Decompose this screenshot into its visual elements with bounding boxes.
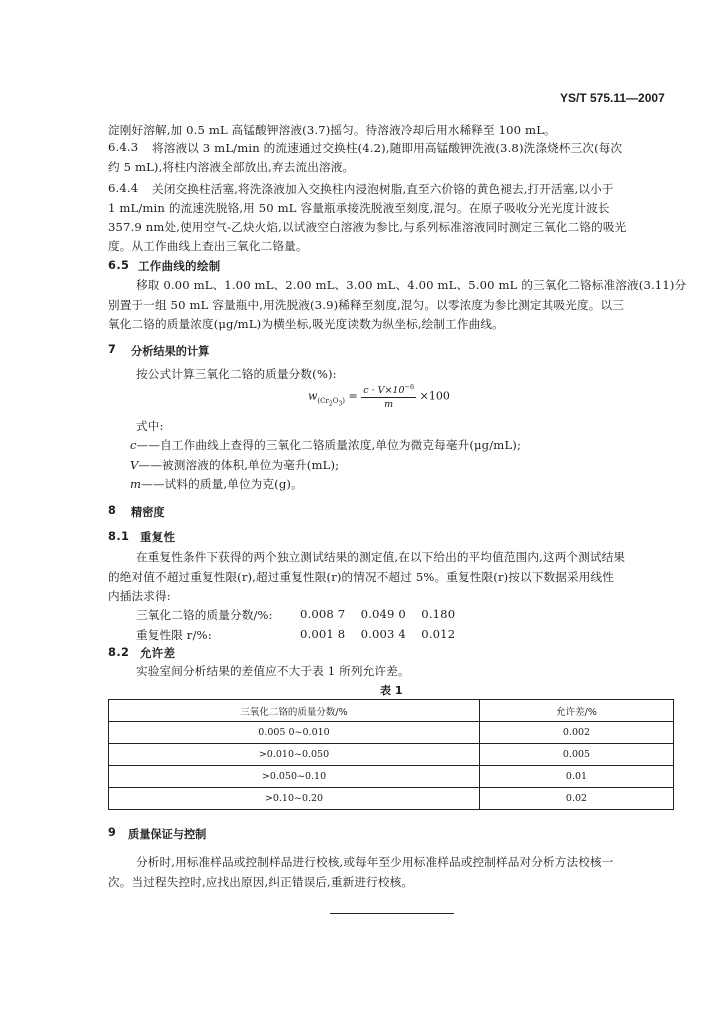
clause-6-4-4-line2: 1 mL/min 的流速洗脱铬,用 50 mL 容量瓶承接洗脱液至刻度,混匀。在原子吸收分光光度计波长 — [108, 201, 610, 215]
clause-6-5-number: 6.5 — [108, 258, 130, 272]
formula-exponent: −6 — [404, 383, 415, 391]
table-header-cell: 三氧化二铬的质量分数/% — [109, 700, 480, 722]
var-v-symbol: V — [130, 458, 139, 472]
var-v — [130, 457, 339, 473]
formula-tail: ×100 — [419, 389, 450, 403]
var-m — [130, 476, 303, 492]
clause-6-4-4-line4: 度。从工作曲线上查出三氧化二铬量。 — [108, 239, 308, 253]
clause-6-5-title: 工作曲线的绘制 — [138, 259, 221, 273]
clause-8-2-text: 实验室间分析结果的差值应不大于表 1 所列允许差。 — [136, 664, 410, 678]
section-9-title: 质量保证与控制 — [128, 828, 207, 841]
formula-eq: = — [348, 389, 358, 403]
formula-lhs-sub-d: 3 — [338, 400, 343, 408]
section-7-number: 7 — [108, 343, 116, 356]
clause-9-line1: 分析时,用标准样品或控制样品进行校核,或每年至少用标准样品或控制样品对分析方法校核一 — [136, 855, 614, 869]
repeatability-row2-label: 重复性限 r/%: — [136, 628, 212, 642]
table-cell: >0.050~0.10 — [109, 766, 480, 788]
clause-6-4-4-line3: 357.9 nm处,使用空气-乙炔火焰,以试液空白溶液为参比,与系列标准溶液同时测定三氧化二铬的吸光 — [108, 220, 627, 234]
clause-6-4-3-line1: 将溶液以 3 mL/min 的流速通过交换柱(4.2),随即用高锰酸钾洗液(3.8)洗涤烧杯三次(每次 — [152, 141, 623, 155]
table-row — [109, 788, 674, 810]
table-cell: 0.02 — [480, 788, 674, 810]
section-8-title: 精密度 — [131, 506, 165, 519]
clause-8-1-line2: 的绝对值不超过重复性限(r),超过重复性限(r)的情况不超过 5%。重复性限(r)按以下数据采用线性 — [108, 570, 614, 584]
clause-9-line2: 次。当过程失控时,应找出原因,纠正错误后,重新进行校核。 — [108, 875, 414, 889]
table-header-cell: 允许差/% — [480, 700, 674, 722]
var-v-desc: ——被测溶液的体积,单位为毫升(mL); — [138, 458, 340, 472]
table-cell: 0.002 — [480, 722, 674, 744]
table-cell: >0.10~0.20 — [109, 788, 480, 810]
clause-6-4-4-line1: 关闭交换柱活塞,将洗涤液加入交换柱内浸泡树脂,直至六价铬的黄色褪去,打开活塞,以小于 — [152, 182, 614, 196]
clause-6-5-line1: 移取 0.00 mL、1.00 mL、2.00 mL、3.00 mL、4.00 mL、5.00 mL 的三氧化二铬标准溶液(3.11)分 — [136, 278, 687, 292]
formula-fraction — [361, 383, 416, 410]
formula-lhs-sub-b: 2 — [328, 400, 333, 408]
var-m-symbol: m — [130, 477, 142, 491]
clause-6-4-3-number: 6.4.3 — [108, 140, 139, 154]
clause-8-1-title: 重复性 — [140, 530, 176, 544]
var-c-symbol: c — [130, 438, 137, 452]
table-row — [109, 766, 674, 788]
clause-6-4-4-number: 6.4.4 — [108, 181, 139, 195]
table-header-row — [109, 700, 674, 722]
formula-lhs: w — [308, 389, 318, 403]
var-c — [130, 437, 521, 453]
table-1-caption: 表 1 — [380, 684, 403, 697]
section-7-intro: 按公式计算三氧化二铬的质量分数(%): — [136, 367, 337, 381]
formula-lhs-sub-c: O — [332, 396, 339, 405]
section-9-number: 9 — [108, 826, 116, 839]
section-8-number: 8 — [108, 504, 116, 517]
formula-denominator: m — [384, 399, 394, 411]
clause-8-2-title: 允许差 — [140, 646, 176, 660]
table-cell: 0.005 — [480, 744, 674, 766]
table-cell: >0.010~0.050 — [109, 744, 480, 766]
standard-number: YS/T 575.11—2007 — [560, 91, 665, 105]
formula-where: 式中: — [136, 419, 164, 433]
clause-8-1-number: 8.1 — [108, 529, 130, 543]
table-row — [109, 722, 674, 744]
clause-8-2-number: 8.2 — [108, 645, 130, 659]
table-cell: 0.005 0~0.010 — [109, 722, 480, 744]
clause-6-4-3-line2: 约 5 mL),将柱内溶液全部放出,弃去流出溶液。 — [108, 160, 355, 174]
var-m-desc: ——试料的质量,单位为克(g)。 — [141, 477, 303, 491]
repeatability-row1-label: 三氧化二铬的质量分数/%: — [136, 608, 273, 622]
table-row — [109, 744, 674, 766]
repeatability-row1-values: 0.008 7 0.049 0 0.180 — [300, 607, 456, 621]
formula-lhs-sub-e: ) — [342, 396, 345, 405]
clause-6-5-line3: 氧化二铬的质量浓度(μg/mL)为横坐标,吸光度读数为纵坐标,绘制工作曲线。 — [108, 317, 504, 331]
formula-numerator: c · V×10 — [363, 385, 405, 397]
section-7-title: 分析结果的计算 — [131, 345, 210, 358]
table-1 — [108, 699, 674, 810]
formula — [308, 383, 450, 410]
clause-6-5-line2: 别置于一组 50 mL 容量瓶中,用洗脱液(3.9)稀释至刻度,混匀。以零浓度为参比测定其吸光度。以三 — [108, 298, 624, 312]
end-rule — [330, 913, 454, 914]
clause-6-4-2-continuation: 淀刚好溶解,加 0.5 mL 高锰酸钾溶液(3.7)摇匀。待溶液冷却后用水稀释至 100 mL。 — [108, 123, 556, 137]
repeatability-row2-values: 0.001 8 0.003 4 0.012 — [300, 627, 456, 641]
table-cell: 0.01 — [480, 766, 674, 788]
clause-8-1-line1: 在重复性条件下获得的两个独立测试结果的测定值,在以下给出的平均值范围内,这两个测试结果 — [136, 550, 626, 564]
var-c-desc: ——自工作曲线上查得的三氧化二铬质量浓度,单位为微克每毫升(μg/mL); — [136, 438, 522, 452]
formula-lhs-sub-a: (Cr — [317, 396, 329, 405]
clause-8-1-line3: 内插法求得: — [108, 589, 171, 603]
